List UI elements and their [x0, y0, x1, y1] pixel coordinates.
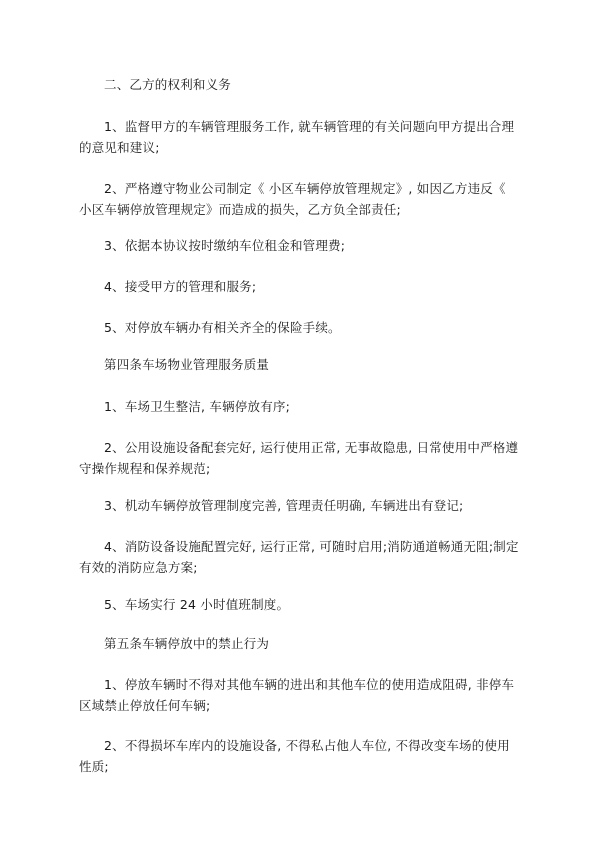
- clause-paragraph: 1、停放车辆时不得对其他车辆的进出和其他车位的使用造成阻碍, 非停车区域禁止停放任何车辆;: [79, 677, 515, 713]
- clause-paragraph: 4、接受甲方的管理和服务;: [104, 279, 257, 294]
- clause-paragraph: 3、依据本协议按时缴纳车位租金和管理费;: [104, 238, 346, 253]
- clause-paragraph: 1、监督甲方的车辆管理服务工作, 就车辆管理的有关问题向甲方提出合理的意见和建议;: [79, 119, 515, 155]
- clause-paragraph: 2、公用设施设备配套完好, 运行使用正常, 无事故隐患, 日常使用中严格遵守操作规程和保养规范;: [79, 440, 519, 476]
- clause-paragraph: 2、严格遵守物业公司制定《 小区车辆停放管理规定》, 如因乙方违反《 小区车辆停放管理规定》而造成的损失，乙方负全部责任;: [79, 181, 506, 217]
- clause-paragraph: 3、机动车辆停放管理制度完善, 管理责任明确, 车辆进出有登记;: [104, 498, 464, 513]
- section-heading-article-five: 第五条车辆停放中的禁止行为: [104, 636, 270, 651]
- clause-paragraph: 5、车场实行 24 小时值班制度。: [104, 597, 290, 612]
- clause-paragraph: 4、消防设备设施配置完好, 运行正常, 可随时启用;消防通道畅通无阻;制定有效的消防应急方案;: [79, 539, 519, 575]
- section-heading-article-four: 第四条车场物业管理服务质量: [104, 357, 270, 372]
- clause-paragraph: 5、对停放车辆办有相关齐全的保险手续。: [104, 320, 341, 335]
- section-heading-party-b-rights: 二、乙方的权利和义务: [104, 77, 232, 92]
- clause-paragraph: 1、车场卫生整洁, 车辆停放有序;: [104, 399, 291, 414]
- clause-paragraph: 2、不得损坏车库内的设施设备, 不得私占他人车位, 不得改变车场的使用性质;: [79, 738, 510, 774]
